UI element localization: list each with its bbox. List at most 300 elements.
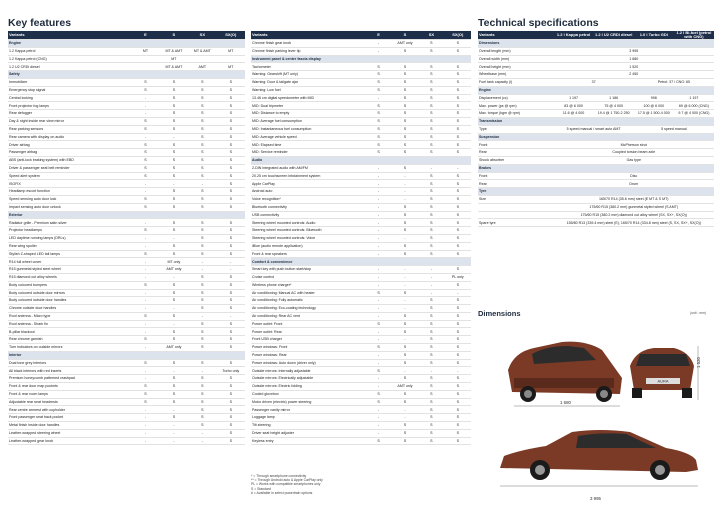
variant-cell: - — [131, 406, 159, 414]
variant-cell: S — [188, 78, 216, 86]
variant-cell: AMT — [188, 63, 216, 71]
table-row — [251, 398, 471, 406]
variant-cell: S — [217, 250, 245, 258]
variant-cell: S — [160, 242, 188, 250]
spec-value: McPherson strut — [554, 141, 714, 149]
variant-cell: - — [217, 258, 245, 266]
feature-name: Headlamp escort function — [8, 188, 131, 196]
feature-name: ISOFIX — [8, 180, 131, 188]
feature-name: ABS (anti-lock braking system) with EBD — [8, 156, 131, 164]
variant-cell: S — [445, 383, 471, 391]
variant-cell: S — [188, 281, 216, 289]
variant-cell: S — [418, 351, 444, 359]
feature-name: Outside mirrors: Electric folding — [251, 383, 365, 391]
variant-cell: MT — [160, 55, 188, 63]
spec-value: 155/80 R13 (339.4 mm) steel (E), 165/70 R14 (334.8 mm) steel (S, SX, SX+, SX(O)) — [554, 219, 714, 227]
variant-cell: S — [188, 359, 216, 367]
variant-cell: S — [445, 297, 471, 305]
variant-cell: S — [418, 320, 444, 328]
variant-cell: S — [418, 71, 444, 79]
variant-cell: S — [392, 344, 418, 352]
table-row — [8, 289, 245, 297]
variant-cell: S — [418, 125, 444, 133]
table-row — [8, 102, 245, 110]
variant-cell: S — [160, 125, 188, 133]
feature-name: Front projector fog lamps — [8, 102, 131, 110]
variant-cell: S — [445, 125, 471, 133]
table-row — [251, 297, 471, 305]
variant-cell: - — [160, 437, 188, 445]
table-row — [251, 437, 471, 445]
table-row — [251, 133, 471, 141]
variant-cell: S — [418, 149, 444, 157]
variant-cell: AMT only — [392, 40, 418, 48]
variant-cell: S — [445, 250, 471, 258]
table-row — [8, 149, 245, 157]
feature-name: USB connectivity — [251, 211, 365, 219]
variant-cell: S — [445, 429, 471, 437]
variant-cell: - — [365, 203, 391, 211]
feature-name: Body coloured outside door handles — [8, 297, 131, 305]
variant-cell: - — [365, 359, 391, 367]
table-row — [251, 102, 471, 110]
spec-row — [478, 211, 714, 219]
spec-value: 1 197 — [674, 94, 714, 102]
feature-name: 1.2 Kappa petrol (CNG) — [8, 55, 131, 63]
variant-cell: S — [160, 227, 188, 235]
variant-cell: S — [160, 188, 188, 196]
variant-cell: S — [217, 180, 245, 188]
variant-cell: S — [160, 281, 188, 289]
variant-cell: S — [188, 305, 216, 313]
variant-cell: S — [217, 234, 245, 242]
feature-name: Outside mirrors: Electrically adjustable — [251, 375, 365, 383]
table-row — [251, 47, 471, 55]
variant-cell: - — [365, 40, 391, 48]
feature-name: Speed alert system — [8, 172, 131, 180]
table-row — [251, 227, 471, 235]
variant-cell: S — [217, 156, 245, 164]
variant-cell: S — [418, 78, 444, 86]
feature-name: Roof antenna - Shark fin — [8, 320, 131, 328]
variant-cell: - — [365, 281, 391, 289]
variant-cell: S — [188, 336, 216, 344]
spec-label: Shock absorber — [478, 156, 554, 164]
section-title: Instrument panel & center fascia display — [251, 55, 471, 63]
feature-name: Steering wheel mounted controls: Audio — [251, 219, 365, 227]
variant-cell: S — [445, 188, 471, 196]
variant-cell: S — [418, 180, 444, 188]
variant-cell: S — [365, 437, 391, 445]
variant-cell: - — [160, 320, 188, 328]
variant-cell: - — [188, 367, 216, 375]
feature-name: MID: Instantaneous fuel consumption — [251, 125, 365, 133]
spec-value: 1 186 — [594, 94, 634, 102]
table-row — [8, 422, 245, 430]
section-title: Audio — [251, 156, 471, 164]
variant-cell: S — [217, 133, 245, 141]
variant-cell: - — [365, 305, 391, 313]
variant-cell: S — [392, 63, 418, 71]
variant-cell: - — [365, 406, 391, 414]
variant-cell: - — [188, 429, 216, 437]
table-row — [8, 336, 245, 344]
spec-label: Max. torque (kgm @ rpm) — [478, 110, 554, 118]
variant-cell: S — [365, 390, 391, 398]
variant-cell: - — [418, 266, 444, 274]
variant-cell: S — [217, 273, 245, 281]
variant-cell: S — [188, 320, 216, 328]
footnotes — [251, 474, 471, 495]
variant-cell: S — [131, 149, 159, 157]
variant-cell: S — [392, 47, 418, 55]
variant-cell: S — [188, 125, 216, 133]
variant-cell: S — [418, 117, 444, 125]
feature-name: Cooled glovebox — [251, 390, 365, 398]
variant-cell: S — [445, 398, 471, 406]
variant-cell: S — [217, 188, 245, 196]
table-row — [251, 242, 471, 250]
spec-value: 175/60 R15 (380.2 mm) diamond cut alloy wheel (SX, SX+, SX(O)) — [554, 211, 714, 219]
variant-cell: S — [392, 227, 418, 235]
table-header-row — [8, 31, 245, 40]
variant-cell: MT — [217, 47, 245, 55]
variant-cell: S — [188, 172, 216, 180]
variant-cell: S — [392, 94, 418, 102]
variant-cell: S — [217, 437, 245, 445]
feature-name: Radiator grille - Premium satin silver — [8, 219, 131, 227]
variant-cell: S — [217, 164, 245, 172]
variant-cell: S — [445, 375, 471, 383]
variant-cell: S — [392, 351, 418, 359]
feature-name: Leather-wrapped gear knob — [8, 437, 131, 445]
table-row — [251, 328, 471, 336]
variant-cell: - — [418, 164, 444, 172]
front-width-value: 1 680 — [560, 400, 571, 405]
variant-cell: S — [445, 390, 471, 398]
section-row — [251, 55, 471, 63]
variant-cell: - — [392, 305, 418, 313]
table-row — [251, 320, 471, 328]
variant-cell: S — [445, 437, 471, 445]
table-row — [8, 390, 245, 398]
variant-cell: S — [217, 203, 245, 211]
variant-cell: - — [365, 211, 391, 219]
spec-label — [478, 211, 554, 219]
variant-cell: - — [131, 437, 159, 445]
spec-section-title: Engine — [478, 86, 714, 94]
feature-name: Smart key with push button start/stop — [251, 266, 365, 274]
spec-value: Coupled torsion beam axle — [554, 149, 714, 157]
table-row — [251, 375, 471, 383]
variant-cell: S — [188, 133, 216, 141]
variant-cell: S — [160, 414, 188, 422]
feature-name: 13.46 cm digital speedometer with MID — [251, 94, 365, 102]
section-row — [251, 156, 471, 164]
variant-cell: S — [418, 133, 444, 141]
spec-label — [478, 203, 554, 211]
feature-name: Tachometer — [251, 63, 365, 71]
table-row — [8, 55, 245, 63]
feature-name: Outside mirrors: Internally adjustable — [251, 367, 365, 375]
variant-cell: - — [418, 367, 444, 375]
table-row — [251, 390, 471, 398]
variant-cell: - — [392, 414, 418, 422]
table-row — [8, 437, 245, 445]
feature-name: Driver seat height adjuster — [251, 429, 365, 437]
feature-name: Front & rear room lamps — [8, 390, 131, 398]
variant-cell: S — [365, 344, 391, 352]
spec-column-header: 1.0 l Turbo GDi — [634, 31, 674, 40]
variant-cell: - — [392, 172, 418, 180]
table-row — [8, 281, 245, 289]
spec-value: 75 @ 4 000 — [594, 102, 634, 110]
table-row — [251, 86, 471, 94]
variant-cell: S — [418, 437, 444, 445]
variant-cell: S — [365, 117, 391, 125]
variant-cell: S — [392, 429, 418, 437]
variant-cell: S — [188, 328, 216, 336]
feature-name: B-pillar blackout — [8, 328, 131, 336]
variant-cell: - — [365, 422, 391, 430]
spec-row — [478, 195, 714, 203]
feature-name: R15 gunmetal styled steel wheel — [8, 266, 131, 274]
column-header: SX — [418, 31, 444, 40]
variant-cell: - — [365, 94, 391, 102]
front-view-car — [484, 320, 704, 410]
spec-value: 3 995 — [554, 47, 714, 55]
variant-cell: S — [392, 242, 418, 250]
spec-row — [478, 203, 714, 211]
feature-name: Rear camera with display on audio — [8, 133, 131, 141]
feature-name: Front & rear speakers — [251, 250, 365, 258]
variant-cell: S — [418, 110, 444, 118]
table-row — [251, 219, 471, 227]
variant-cell: - — [418, 289, 444, 297]
variant-cell: S — [445, 227, 471, 235]
variant-cell: S — [445, 86, 471, 94]
section-title: Exterior — [8, 211, 245, 219]
variant-cell: MT only — [160, 258, 188, 266]
variant-cell: S — [217, 390, 245, 398]
spec-value: 5 speed manual / smart auto AMT — [554, 125, 634, 133]
variant-cell: S — [160, 383, 188, 391]
spec-row — [478, 219, 714, 227]
variant-cell: S — [365, 110, 391, 118]
variant-cell: - — [131, 422, 159, 430]
column-header: Variants — [251, 31, 365, 40]
variant-cell: MT & AMT — [160, 63, 188, 71]
variant-cell: S — [131, 250, 159, 258]
spec-value: 11.6 @ 4 000 — [554, 110, 594, 118]
feature-name: Body coloured outside door mirrors — [8, 289, 131, 297]
variant-cell: S — [445, 94, 471, 102]
feature-name: 1.2 U2 CRDi diesel — [8, 63, 131, 71]
feature-name: Dual tone grey interiors — [8, 359, 131, 367]
spec-value: 175/60 R15 (380.2 mm) gunmetal styled wheel (S AMT) — [554, 203, 714, 211]
spec-section-row — [478, 133, 714, 141]
variant-cell: S — [445, 234, 471, 242]
variant-cell: S — [445, 78, 471, 86]
variant-cell: S — [392, 86, 418, 94]
table-row — [251, 367, 471, 375]
column-header: SX(O) — [217, 31, 245, 40]
variant-cell: S — [188, 414, 216, 422]
spec-label: Overall length (mm) — [478, 47, 554, 55]
table-row — [251, 406, 471, 414]
variant-cell: - — [217, 266, 245, 274]
variant-cell: S — [418, 398, 444, 406]
feature-name: 2-DIN integrated audio with AM/FM — [251, 164, 365, 172]
variant-cell: - — [160, 133, 188, 141]
feature-name: Premium honeycomb patterned crashpad — [8, 375, 131, 383]
spec-row — [478, 63, 714, 71]
variant-cell: S — [392, 211, 418, 219]
feature-name: Immobilizer — [8, 78, 131, 86]
feature-table — [251, 31, 471, 445]
variant-cell: S — [392, 250, 418, 258]
spec-value: 19.4 @ 1 750-2 250 — [594, 110, 634, 118]
variant-cell: - — [188, 258, 216, 266]
variant-cell: S — [418, 328, 444, 336]
feature-name: Roof antenna - Micro type — [8, 312, 131, 320]
variant-cell: S — [217, 328, 245, 336]
variant-cell: S — [418, 359, 444, 367]
variant-cell: - — [418, 273, 444, 281]
variant-cell: S — [365, 133, 391, 141]
variant-cell: S — [131, 336, 159, 344]
variant-cell: S — [131, 125, 159, 133]
variant-cell: S — [217, 102, 245, 110]
variant-cell: S — [445, 40, 471, 48]
variant-cell: - — [160, 305, 188, 313]
table-row — [8, 180, 245, 188]
variant-cell: AMT only — [160, 266, 188, 274]
feature-name: Chrome finish parking lever tip — [251, 47, 365, 55]
variant-cell: S — [131, 227, 159, 235]
variant-cell: S — [445, 336, 471, 344]
variant-cell: S — [365, 78, 391, 86]
variant-cell: S — [392, 320, 418, 328]
column-header: E — [131, 31, 159, 40]
variant-cell: S — [188, 390, 216, 398]
section-title: Interior — [8, 351, 245, 359]
variant-cell: - — [365, 180, 391, 188]
variant-cell: S — [445, 102, 471, 110]
variant-cell: - — [131, 429, 159, 437]
variant-cell: S — [445, 266, 471, 274]
feature-name: Rear chrome garnish — [8, 336, 131, 344]
table-row — [251, 71, 471, 79]
variant-cell: S — [365, 125, 391, 133]
variant-cell: S — [217, 195, 245, 203]
variant-cell — [131, 55, 159, 63]
table-row — [8, 398, 245, 406]
variant-cell: S — [131, 359, 159, 367]
variant-cell: S — [418, 242, 444, 250]
feature-name: Impact sensing auto door unlock — [8, 203, 131, 211]
variant-cell: S — [392, 78, 418, 86]
table-row — [251, 117, 471, 125]
variant-cell: S — [418, 203, 444, 211]
spec-row — [478, 125, 714, 133]
feature-name: Bluetooth connectivity — [251, 203, 365, 211]
table-row — [8, 305, 245, 313]
features-table-2 — [251, 31, 471, 471]
feature-name: Steering wheel mounted controls: Voice — [251, 234, 365, 242]
variant-cell: S — [131, 195, 159, 203]
table-row — [8, 242, 245, 250]
variant-cell: S — [418, 390, 444, 398]
variant-cell: S — [445, 422, 471, 430]
variant-cell: S — [445, 71, 471, 79]
feature-name: Rear wing spoiler — [8, 242, 131, 250]
spec-row — [478, 102, 714, 110]
variant-cell: S — [217, 172, 245, 180]
spec-row — [478, 156, 714, 164]
spec-label: Rear — [478, 149, 554, 157]
variant-cell: S — [188, 422, 216, 430]
table-row — [251, 273, 471, 281]
variant-cell: S — [217, 227, 245, 235]
variant-cell: S — [217, 242, 245, 250]
variant-cell: - — [392, 234, 418, 242]
table-row — [251, 422, 471, 430]
variant-cell: - — [445, 367, 471, 375]
table-row — [8, 188, 245, 196]
table-row — [8, 203, 245, 211]
spec-row — [478, 141, 714, 149]
variant-cell: S — [392, 117, 418, 125]
variant-cell: S — [188, 273, 216, 281]
feature-name: Body coloured bumpers — [8, 281, 131, 289]
variant-cell: S — [160, 164, 188, 172]
variant-cell: S — [131, 78, 159, 86]
table-row — [8, 234, 245, 242]
feature-name: Leather-wrapped steering wheel — [8, 429, 131, 437]
table-row — [251, 281, 471, 289]
feature-name: Central locking — [8, 94, 131, 102]
variant-cell: S — [392, 328, 418, 336]
variant-cell: S — [188, 297, 216, 305]
height-value: 1 520 — [696, 357, 701, 368]
variant-cell: S — [392, 422, 418, 430]
variant-cell: S — [418, 250, 444, 258]
feature-name: 20.25 cm touchscreen infotainment system — [251, 172, 365, 180]
variant-cell: - — [392, 406, 418, 414]
table-row — [8, 125, 245, 133]
variant-cell: S — [217, 281, 245, 289]
table-row — [8, 328, 245, 336]
variant-cell: S — [131, 117, 159, 125]
variant-cell: S — [217, 359, 245, 367]
variant-cell: S — [160, 94, 188, 102]
variant-cell: S — [392, 71, 418, 79]
variant-cell: S — [188, 117, 216, 125]
variant-cell: S — [418, 312, 444, 320]
spec-row — [478, 110, 714, 118]
variant-cell: - — [131, 102, 159, 110]
variant-cell: S — [217, 219, 245, 227]
variant-cell: - — [160, 367, 188, 375]
feature-name: Front passenger seat back pocket — [8, 414, 131, 422]
spec-section-row — [478, 188, 714, 196]
variant-cell: - — [131, 414, 159, 422]
spec-value: 2 450 — [554, 71, 714, 79]
variant-cell: S — [418, 383, 444, 391]
variant-cell: S — [392, 102, 418, 110]
variant-cell: - — [365, 383, 391, 391]
